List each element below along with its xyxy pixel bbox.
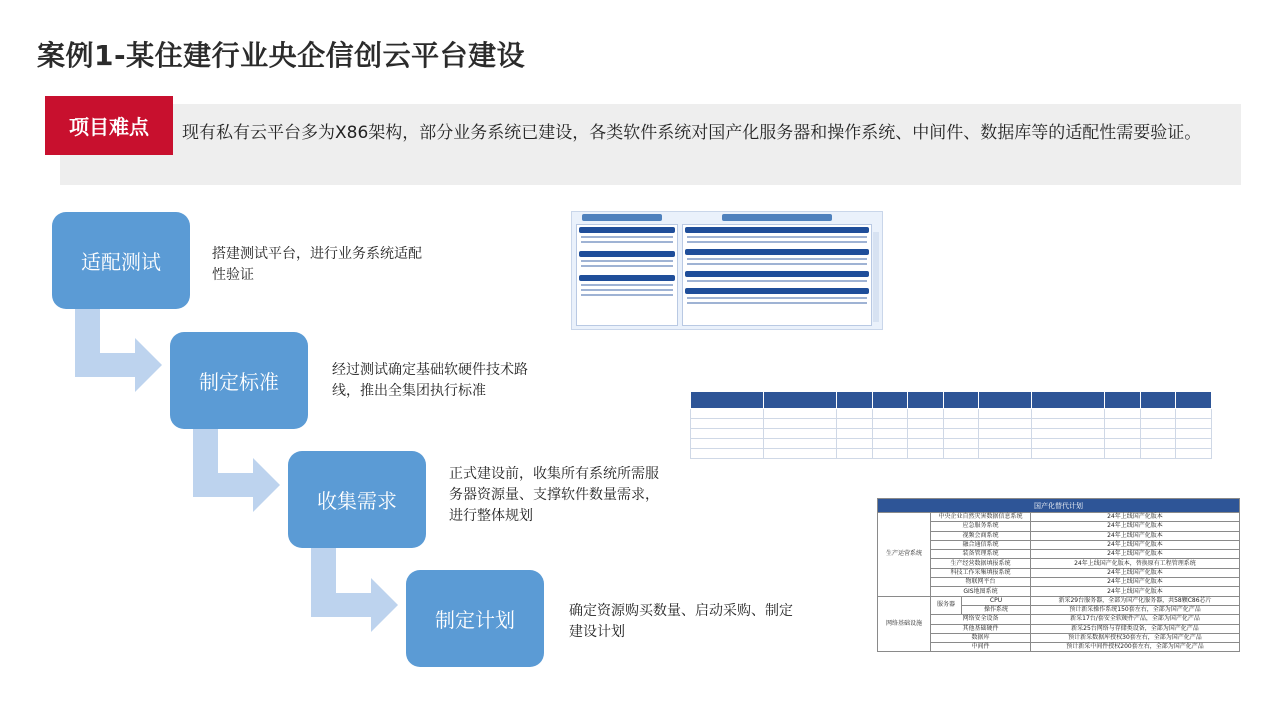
step-adaptation-test: 适配测试 bbox=[52, 212, 190, 309]
plan-schedule-cell: 24年上线国产化版本 bbox=[1031, 568, 1240, 577]
step-desc-1: 搭建测试平台，进行业务系统适配性验证 bbox=[212, 246, 422, 283]
plan-schedule-cell: 预计新采操作系统150套左右，全部为国产化产品 bbox=[1031, 605, 1240, 614]
step-arrow-2 bbox=[188, 428, 288, 518]
plan-item-cell: 应急服务系统 bbox=[931, 522, 1031, 531]
plan-item-cell: 其他基础硬件 bbox=[931, 624, 1031, 633]
plan-table-row bbox=[878, 596, 1240, 605]
plan-item-cell: 中央企业自然灾害数据信息系统 bbox=[931, 513, 1031, 522]
plan-schedule-cell: 预计新采中间件授权200套左右，全部为国产化产品 bbox=[1031, 643, 1240, 652]
plan-table-row bbox=[878, 513, 1240, 522]
step-desc-3: 正式建设前，收集所有系统所需服务器资源量、支撑软件数量需求，进行整体规划 bbox=[449, 466, 659, 524]
plan-table-row bbox=[878, 615, 1240, 624]
plan-item-cell: 生产经营数据填报系统 bbox=[931, 559, 1031, 568]
plan-table-row bbox=[878, 568, 1240, 577]
plan-schedule-cell: 24年上线国产化版本 bbox=[1031, 513, 1240, 522]
localization-plan-table bbox=[877, 498, 1240, 680]
plan-group-cell: 生产运营系统 bbox=[878, 513, 931, 597]
resource-table-thumbnail bbox=[690, 391, 1212, 479]
plan-table-row bbox=[878, 531, 1240, 540]
plan-item-cell: 视频会商系统 bbox=[931, 531, 1031, 540]
plan-table-caption: 国产化替代计划 bbox=[878, 499, 1240, 513]
plan-schedule-cell: 24年上线国产化版本，替换原有工程管理系统 bbox=[1031, 559, 1240, 568]
plan-table-row bbox=[878, 643, 1240, 652]
plan-item-cell: 科技工作采集填报系统 bbox=[931, 568, 1031, 577]
plan-table-row bbox=[878, 540, 1240, 549]
difficulty-badge: 项目难点 bbox=[45, 96, 173, 155]
plan-schedule-cell: 新采17台/套安全软硬件产品，全部为国产化产品 bbox=[1031, 615, 1240, 624]
plan-schedule-cell: 24年上线国产化版本 bbox=[1031, 540, 1240, 549]
plan-schedule-cell: 预计新采数据库授权30套左右，全部为国产化产品 bbox=[1031, 633, 1240, 642]
plan-table-row bbox=[878, 624, 1240, 633]
plan-table-row bbox=[878, 559, 1240, 568]
plan-table-row bbox=[878, 633, 1240, 642]
plan-item-cell: 装备管理系统 bbox=[931, 550, 1031, 559]
plan-sub-cell: 服务器 bbox=[931, 596, 962, 615]
step-desc-4: 确定资源购买数量、启动采购、制定建设计划 bbox=[569, 603, 793, 640]
plan-table-row bbox=[878, 522, 1240, 531]
plan-schedule-cell: 24年上线国产化版本 bbox=[1031, 578, 1240, 587]
plan-schedule-cell: 24年上线国产化版本 bbox=[1031, 531, 1240, 540]
plan-item-cell: 数据库 bbox=[931, 633, 1031, 642]
plan-item-cell: 物联网平台 bbox=[931, 578, 1031, 587]
step-desc-2: 经过测试确定基础软硬件技术路线，推出全集团执行标准 bbox=[332, 362, 528, 399]
step-define-standard: 制定标准 bbox=[170, 332, 308, 429]
plan-item-cell: GIS地图系统 bbox=[931, 587, 1031, 596]
platform-architecture-thumbnail bbox=[571, 211, 883, 330]
plan-item-cell: 融合通信系统 bbox=[931, 540, 1031, 549]
plan-table-row bbox=[878, 587, 1240, 596]
plan-schedule-cell: 24年上线国产化版本 bbox=[1031, 522, 1240, 531]
plan-item-cell: 网络安全设备 bbox=[931, 615, 1031, 624]
step-arrow-1 bbox=[70, 308, 170, 398]
difficulty-text: 现有私有云平台多为X86架构，部分业务系统已建设，各类软件系统对国产化服务器和操作系统、中间件、数据库等的适配性需要验证。 bbox=[182, 123, 1202, 143]
step-make-plan: 制定计划 bbox=[406, 570, 544, 667]
plan-schedule-cell: 24年上线国产化版本 bbox=[1031, 550, 1240, 559]
plan-group-cell: 网络基础设施 bbox=[878, 596, 931, 652]
plan-schedule-cell: 新采29台服务器，全部为国产化服务器，共58颗C86芯片 bbox=[1031, 596, 1240, 605]
plan-item-cell: CPU bbox=[962, 596, 1031, 605]
plan-item-cell: 中间件 bbox=[931, 643, 1031, 652]
page-title: 案例1-某住建行业央企信创云平台建设 bbox=[37, 39, 526, 72]
plan-table-row bbox=[878, 578, 1240, 587]
plan-item-cell: 操作系统 bbox=[962, 605, 1031, 614]
plan-schedule-cell: 新采25台网络与存储类设备，全部为国产化产品 bbox=[1031, 624, 1240, 633]
plan-table-row bbox=[878, 550, 1240, 559]
step-arrow-3 bbox=[306, 548, 406, 638]
step-collect-requirements: 收集需求 bbox=[288, 451, 426, 548]
plan-schedule-cell: 24年上线国产化版本 bbox=[1031, 587, 1240, 596]
